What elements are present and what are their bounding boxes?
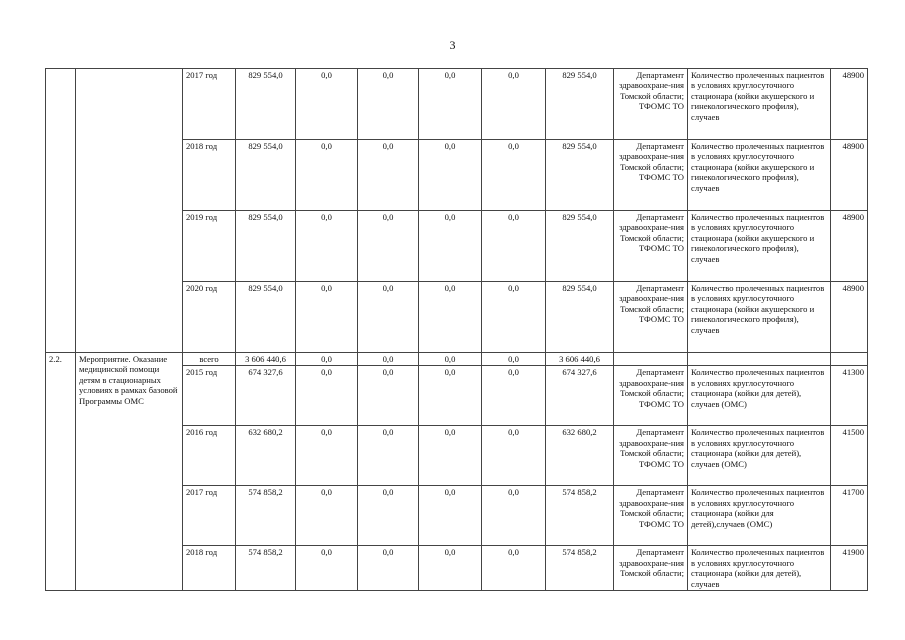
value-cell: 0,0 <box>482 366 546 426</box>
indicator-cell: Количество пролеченных пациентов в условиях круглосуточного стационара (койки для детей), случаев <box>688 546 831 591</box>
section-total-row <box>46 353 868 366</box>
value-cell: 0,0 <box>419 426 482 486</box>
value-cell: 0,0 <box>482 486 546 546</box>
value-cell: 0,0 <box>358 353 419 366</box>
total-cell: 3 606 440,6 <box>236 353 296 366</box>
indicator-cell: Количество пролеченных пациентов в условиях круглосуточного стационара (койки для детей), случаев (ОМС) <box>688 426 831 486</box>
value-cell: 0,0 <box>358 211 419 282</box>
program-table <box>45 68 868 591</box>
indicator-value-cell: 41500 <box>831 426 868 486</box>
total-cell: 632 680,2 <box>236 426 296 486</box>
department-cell: Департамент здравоохране-ния Томской области; ТФОМС ТО <box>614 426 688 486</box>
total-cell: 574 858,2 <box>236 546 296 591</box>
indicator-value-cell: 48900 <box>831 140 868 211</box>
measure-cell <box>76 69 183 353</box>
total-cell: 574 858,2 <box>236 486 296 546</box>
value-cell: 0,0 <box>358 366 419 426</box>
year-cell: 2019 год <box>183 211 236 282</box>
value-cell: 0,0 <box>358 282 419 353</box>
indicator-cell: Количество пролеченных пациентов в условиях круглосуточного стационара (койки для детей),случаев (ОМС) <box>688 486 831 546</box>
indicator-cell <box>688 353 831 366</box>
value-cell: 0,0 <box>482 426 546 486</box>
page-number: 3 <box>449 38 456 52</box>
value-cell: 829 554,0 <box>546 69 614 140</box>
department-cell <box>614 353 688 366</box>
value-cell: 0,0 <box>419 69 482 140</box>
value-cell: 0,0 <box>296 546 358 591</box>
indicator-cell: Количество пролеченных пациентов в условиях круглосуточного стационара (койки для детей), случаев (ОМС) <box>688 366 831 426</box>
department-cell: Департамент здравоохране-ния Томской области; ТФОМС ТО <box>614 366 688 426</box>
year-cell: 2020 год <box>183 282 236 353</box>
year-cell: 2018 год <box>183 140 236 211</box>
value-cell: 632 680,2 <box>546 426 614 486</box>
indicator-cell: Количество пролеченных пациентов в условиях круглосуточного стационара (койки акушерского и гинекологического профиля), случаев <box>688 211 831 282</box>
year-cell: 2017 год <box>183 69 236 140</box>
total-cell: 829 554,0 <box>236 282 296 353</box>
value-cell: 0,0 <box>358 426 419 486</box>
total-cell: 674 327,6 <box>236 366 296 426</box>
value-cell: 0,0 <box>482 546 546 591</box>
indicator-value-cell: 41300 <box>831 366 868 426</box>
total-cell: 829 554,0 <box>236 140 296 211</box>
value-cell: 0,0 <box>296 69 358 140</box>
year-cell: всего <box>183 353 236 366</box>
value-cell: 0,0 <box>482 353 546 366</box>
value-cell: 0,0 <box>296 366 358 426</box>
value-cell: 0,0 <box>358 486 419 546</box>
value-cell: 574 858,2 <box>546 546 614 591</box>
value-cell: 0,0 <box>358 140 419 211</box>
value-cell: 674 327,6 <box>546 366 614 426</box>
value-cell: 0,0 <box>482 69 546 140</box>
value-cell: 0,0 <box>482 140 546 211</box>
indicator-value-cell: 48900 <box>831 69 868 140</box>
table-row <box>46 69 868 140</box>
value-cell: 0,0 <box>296 140 358 211</box>
value-cell: 829 554,0 <box>546 211 614 282</box>
value-cell: 0,0 <box>482 211 546 282</box>
indicator-value-cell: 41900 <box>831 546 868 591</box>
department-cell: Департамент здравоохране-ния Томской области; ТФОМС ТО <box>614 486 688 546</box>
department-cell: Департамент здравоохране-ния Томской области; ТФОМС ТО <box>614 211 688 282</box>
value-cell: 0,0 <box>296 353 358 366</box>
section-title: Мероприятие. Оказание медицинской помощи детям в стационарных условиях в рамках базовой Программы ОМС <box>76 353 183 591</box>
value-cell: 0,0 <box>419 486 482 546</box>
total-cell: 829 554,0 <box>236 69 296 140</box>
value-cell: 0,0 <box>296 282 358 353</box>
number-cell <box>46 69 76 353</box>
department-cell: Департамент здравоохране-ния Томской области; ТФОМС ТО <box>614 69 688 140</box>
value-cell: 0,0 <box>419 282 482 353</box>
section-number: 2.2. <box>46 353 76 591</box>
year-cell: 2018 год <box>183 546 236 591</box>
value-cell: 3 606 440,6 <box>546 353 614 366</box>
indicator-value-cell: 41700 <box>831 486 868 546</box>
value-cell: 829 554,0 <box>546 140 614 211</box>
indicator-cell: Количество пролеченных пациентов в условиях круглосуточного стационара (койки акушерского и гинекологического профиля), случаев <box>688 69 831 140</box>
value-cell: 0,0 <box>419 546 482 591</box>
value-cell: 0,0 <box>482 282 546 353</box>
value-cell: 829 554,0 <box>546 282 614 353</box>
year-cell: 2017 год <box>183 486 236 546</box>
value-cell: 0,0 <box>358 546 419 591</box>
value-cell: 574 858,2 <box>546 486 614 546</box>
department-cell: Департамент здравоохране-ния Томской области; <box>614 546 688 591</box>
year-cell: 2015 год <box>183 366 236 426</box>
department-cell: Департамент здравоохране-ния Томской области; ТФОМС ТО <box>614 282 688 353</box>
value-cell: 0,0 <box>419 366 482 426</box>
value-cell: 0,0 <box>358 69 419 140</box>
value-cell: 0,0 <box>419 140 482 211</box>
value-cell: 0,0 <box>419 353 482 366</box>
indicator-value-cell: 48900 <box>831 211 868 282</box>
value-cell: 0,0 <box>296 211 358 282</box>
value-cell: 0,0 <box>296 426 358 486</box>
total-cell: 829 554,0 <box>236 211 296 282</box>
value-cell: 0,0 <box>296 486 358 546</box>
indicator-cell: Количество пролеченных пациентов в условиях круглосуточного стационара (койки акушерского и гинекологического профиля), случаев <box>688 282 831 353</box>
indicator-value-cell: 48900 <box>831 282 868 353</box>
indicator-value-cell <box>831 353 868 366</box>
year-cell: 2016 год <box>183 426 236 486</box>
value-cell: 0,0 <box>419 211 482 282</box>
department-cell: Департамент здравоохране-ния Томской области; ТФОМС ТО <box>614 140 688 211</box>
indicator-cell: Количество пролеченных пациентов в условиях круглосуточного стационара (койки акушерского и гинекологического профиля), случаев <box>688 140 831 211</box>
